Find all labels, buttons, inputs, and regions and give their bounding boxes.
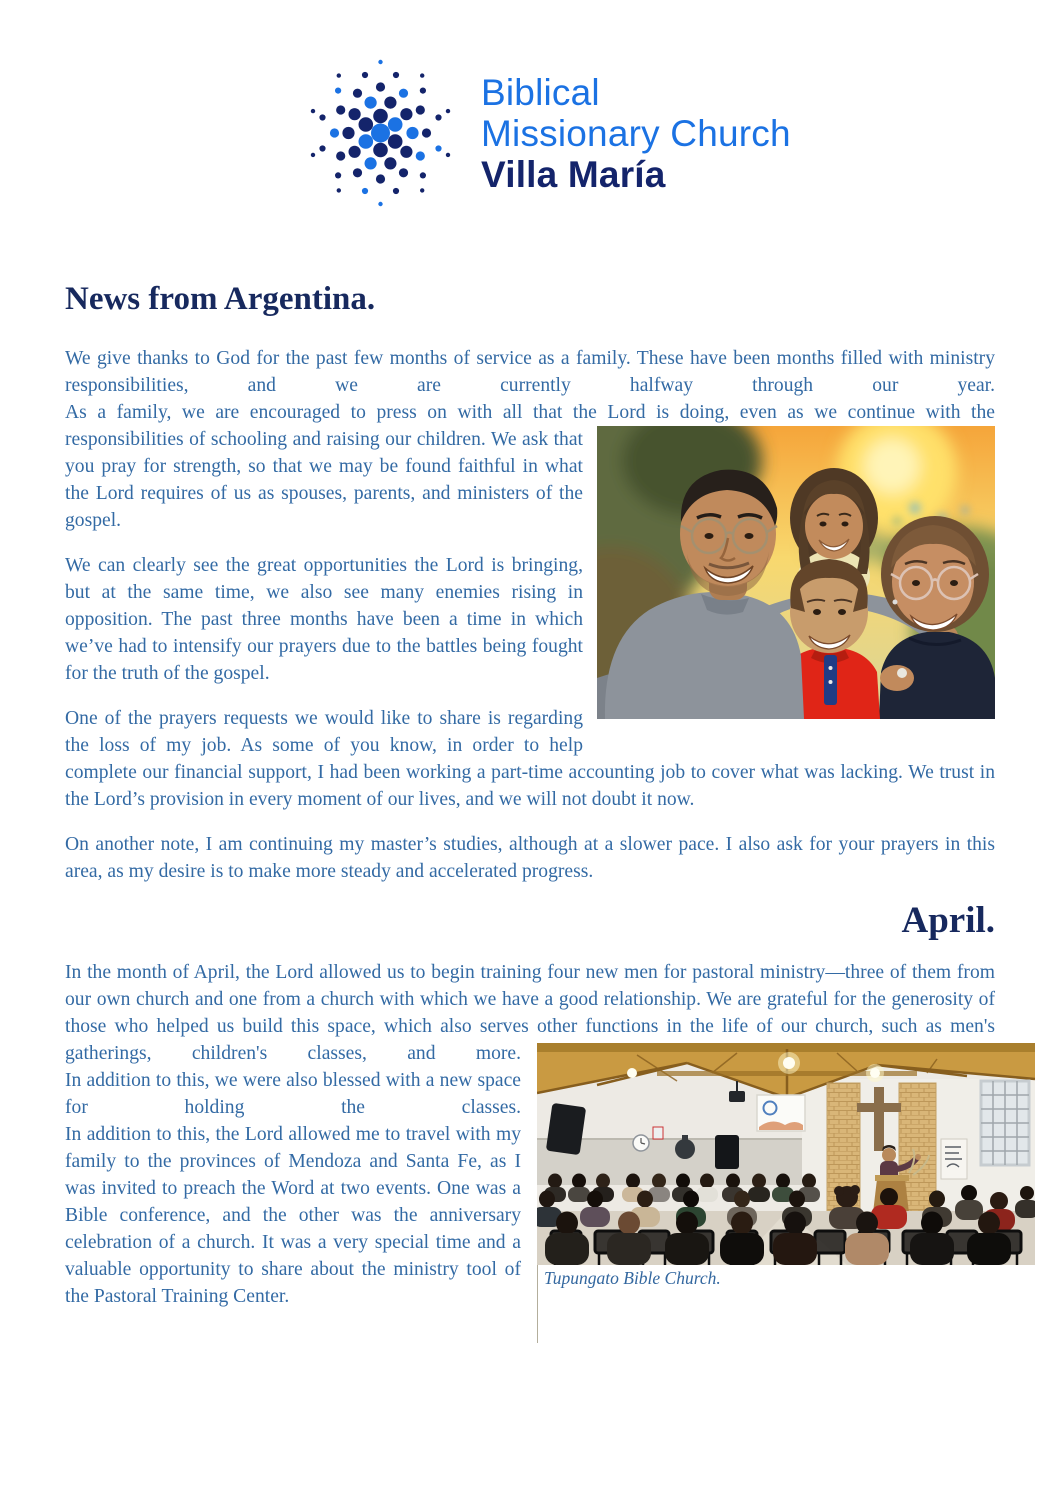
prayer-request-paragraph: One of the prayers requests we would like to share is regarding the loss of my job. As some of you know, in order to help complete our financial support, I had been working a part-time accounting job to cover what was lacking. We trust in the Lord’s provision in every moment of our lives, and we will not doubt it now. [65,708,995,810]
news-section-title: News from Argentina. [65,281,376,317]
travel-paragraph: In addition to this, the Lord allowed me to travel with my family to the provinces of Mendoza and Santa Fe, as I was invited to preach the Word at two events. One was a Bible conference, and the other was the anniversary celebration of a church. It was a very special time and a valuable opportunity to share about the ministry tool of the Pastoral Training Center. [65,1124,521,1307]
family-photo-frame [597,426,995,719]
news-flow [65,399,995,813]
opportunities-paragraph: We can clearly see the great opportunities the Lord is bringing, but at the same time, we also see many enemies rising in opposition. The past three months have been a time in which we’ve had to intensify our prayers due to the battles being fought for the truth of the gospel. [65,555,583,684]
april-intro-paragraph: In the month of April, the Lord allowed us to begin training four new men for pastoral ministry—three of them from our own church and one from a church with which we have a good relationship. We are grateful for the generosity of those who helped us build this space, which also serves other functions in the life of our church, such as men's gatherings, children's classes, and more. [65,962,995,1064]
logo-dots-icon [298,57,463,209]
logo-line-villa-maria: Villa María [481,153,666,195]
logo-line-missionary-church: Missionary Church [481,112,791,154]
family-paragraph: As a family, we are encouraged to press on with all that the Lord is doing, even as we continue with the responsibilities of schooling and raising our children. We ask that you pray for strength, so that we may be found faithful in what the Lord requires of us as spouses, parents, and ministers of the gospel. [65,402,995,531]
mother-hand [880,665,914,691]
logo-line-biblical: Biblical [481,71,600,113]
logo-text [481,72,791,195]
church-logo [298,57,995,209]
family-photo-image [597,426,995,719]
church-photo [537,1043,1035,1265]
photo-caption-box [537,1265,1035,1343]
new-space-paragraph: In addition to this, we were also blessed with a new space for holding the classes. [65,1070,521,1118]
family-photo [583,399,995,753]
news-intro-paragraph: We give thanks to God for the past few months of service as a family. These have been months filled with ministry responsibilities, and we are currently halfway through our year. [65,348,995,396]
april-section-title: April. [901,900,995,941]
photo-caption: Tupungato Bible Church. [544,1268,721,1288]
masters-studies-paragraph: On another note, I am continuing my master’s studies, although at a slower pace. I also ask for your prayers in this area, as my desire is to make more steady and accelerated progress. [65,834,995,882]
church-photo-image [537,1043,1035,1265]
april-flow [65,959,995,1310]
